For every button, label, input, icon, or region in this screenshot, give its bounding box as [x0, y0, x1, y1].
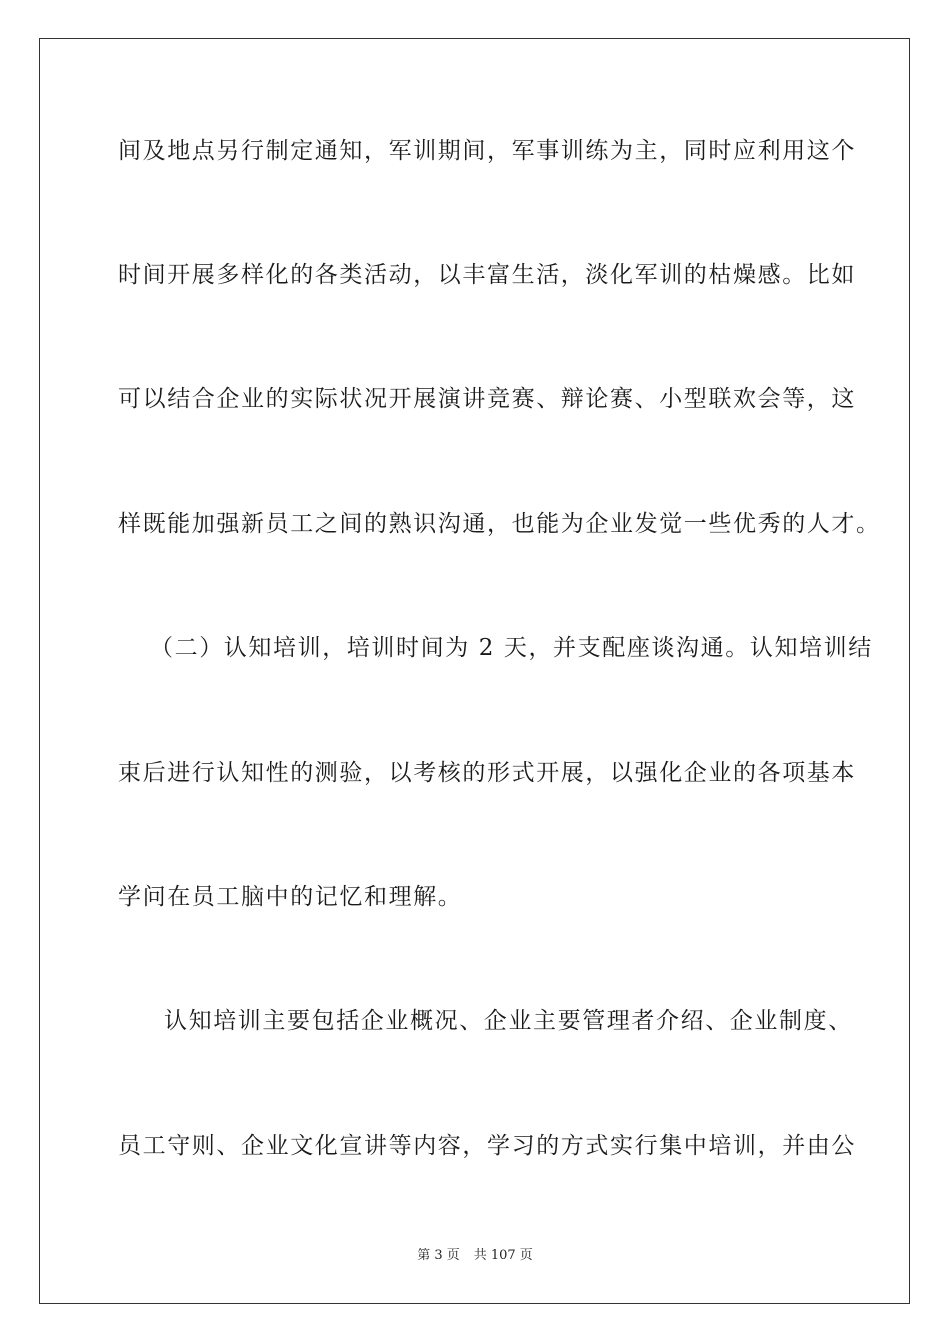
text-line-9: 员工守则、企业文化宣讲等内容，学习的方式实行集中培训，并由公: [118, 1133, 856, 1159]
text-line-8-paragraph-start: 认知培训主要包括企业概况、企业主要管理者介绍、企业制度、: [164, 1008, 853, 1034]
text-line-6: 束后进行认知性的测验，以考核的形式开展，以强化企业的各项基本: [118, 760, 856, 786]
text-line-3: 可以结合企业的实际状况开展演讲竞赛、辩论赛、小型联欢会等，这: [118, 386, 856, 412]
text-line-5-section-heading: （二）认知培训，培训时间为 2 天，并支配座谈沟通。认知培训结: [150, 635, 873, 661]
page-border: [39, 38, 910, 1304]
text-line-2: 时间开展多样化的各类活动，以丰富生活，淡化军训的枯燥感。比如: [118, 262, 856, 288]
text-line-4: 样既能加强新员工之间的熟识沟通，也能为企业发觉一些优秀的人才。: [118, 511, 881, 537]
total-pages: 共 107 页: [473, 1248, 533, 1263]
text-line-1: 间及地点另行制定通知，军训期间，军事训练为主，同时应利用这个: [118, 138, 856, 164]
page-footer: [0, 1247, 950, 1265]
page-number: 第 3 页: [417, 1248, 460, 1263]
text-line-7: 学问在员工脑中的记忆和理解。: [118, 884, 463, 910]
